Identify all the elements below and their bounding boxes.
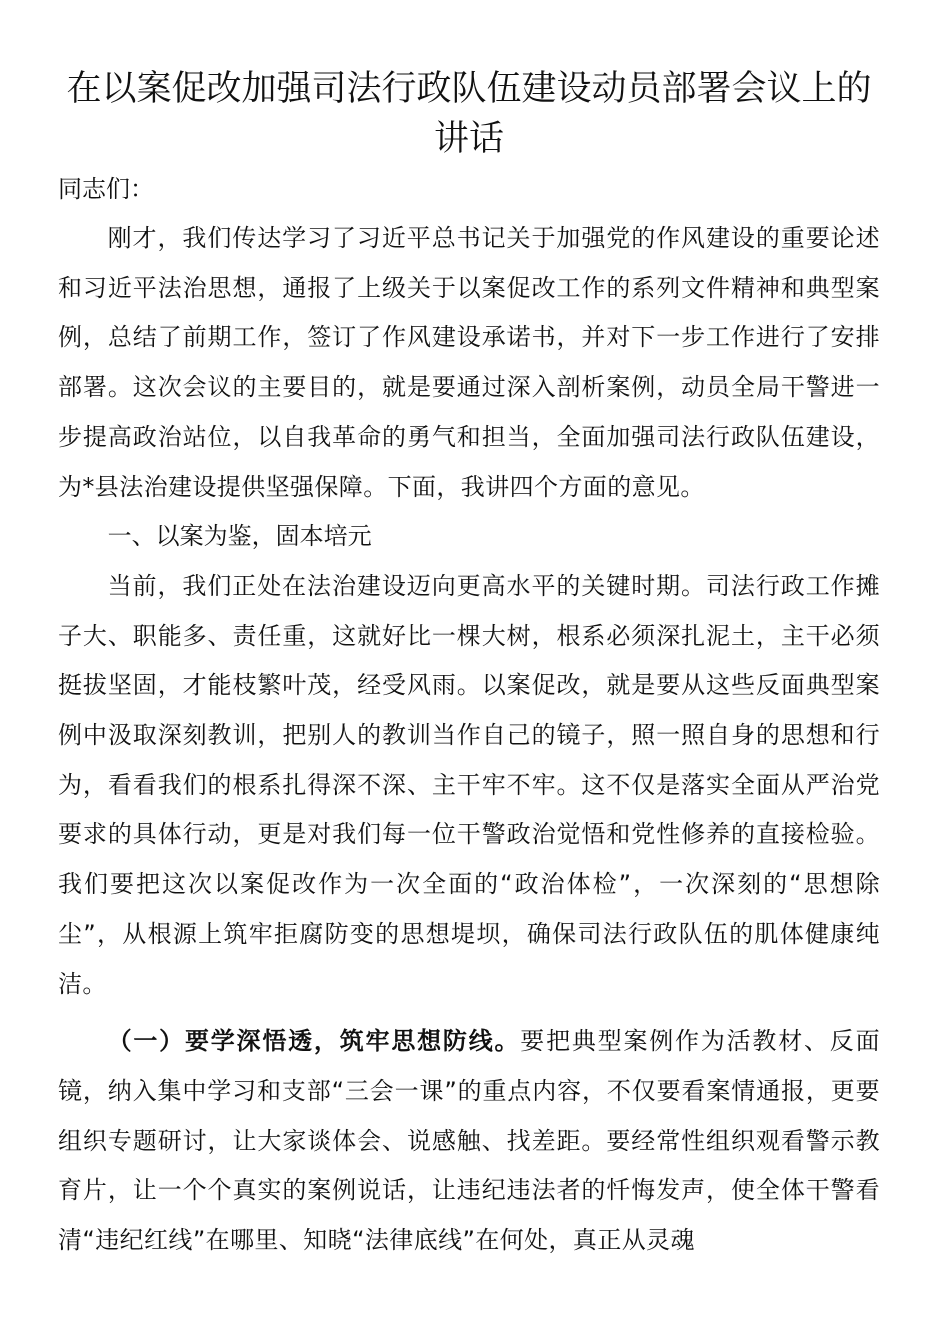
paragraph-gap	[58, 1009, 880, 1017]
subsection-1-text: 要把典型案例作为活教材、反面镜，纳入集中学习和支部“三会一课”的重点内容，不仅要看案情通报，更要组织专题研讨，让大家谈体会、说感触、找差距。要经常性组织观看警示教育片，让一个个真实的案例说话，让违纪违法者的忏悔发声，使全体干警看清“违纪红线”在哪里、知晓“法律底线”在何处，真正从灵魂	[58, 1027, 880, 1255]
section-heading-1: 一、以案为鉴，固本培元	[107, 522, 372, 551]
title-line-1: 在以案促改加强司法行政队伍建设动员部署会议上的	[66, 69, 872, 109]
section-1-paragraph: 当前，我们正处在法治建设迈向更高水平的关键时期。司法行政工作摊子大、职能多、责任重，这就好比一棵大树，根系必须深扎泥土，主干必须挺拔坚固，才能枝繁叶茂，经受风雨。以案促改，就是要从这些反面典型案例中汲取深刻教训，把别人的教训当作自己的镜子，照一照自身的思想和行为，看看我们的根系扎得深不深、主干牢不牢。这不仅是落实全面从严治党要求的具体行动，更是对我们每一位干警政治觉悟和党性修养的直接检验。我们要把这次以案促改作为一次全面的“政治体检”，一次深刻的“思想除尘”，从根源上筑牢拒腐防变的思想堤坝，确保司法行政队伍的肌体健康纯洁。	[58, 571, 880, 998]
subsection-1-paragraph	[58, 1017, 880, 1266]
subsection-1-bold-lead: （一）要学深悟透，筑牢思想防线。	[107, 1027, 521, 1056]
salutation: 同志们：	[58, 175, 154, 203]
document-page	[58, 64, 880, 1266]
document-title	[58, 64, 880, 164]
opening-paragraph: 刚才，我们传达学习了习近平总书记关于加强党的作风建设的重要论述和习近平法治思想，通报了上级关于以案促改工作的系列文件精神和典型案例，总结了前期工作，签订了作风建设承诺书，并对下一步工作进行了安排部署。这次会议的主要目的，就是要通过深入剖析案例，动员全局干警进一步提高政治站位，以自我革命的勇气和担当，全面加强司法行政队伍建设，为*县法治建设提供坚强保障。下面，我讲四个方面的意见。	[58, 224, 880, 501]
title-line-2: 讲话	[433, 119, 504, 159]
